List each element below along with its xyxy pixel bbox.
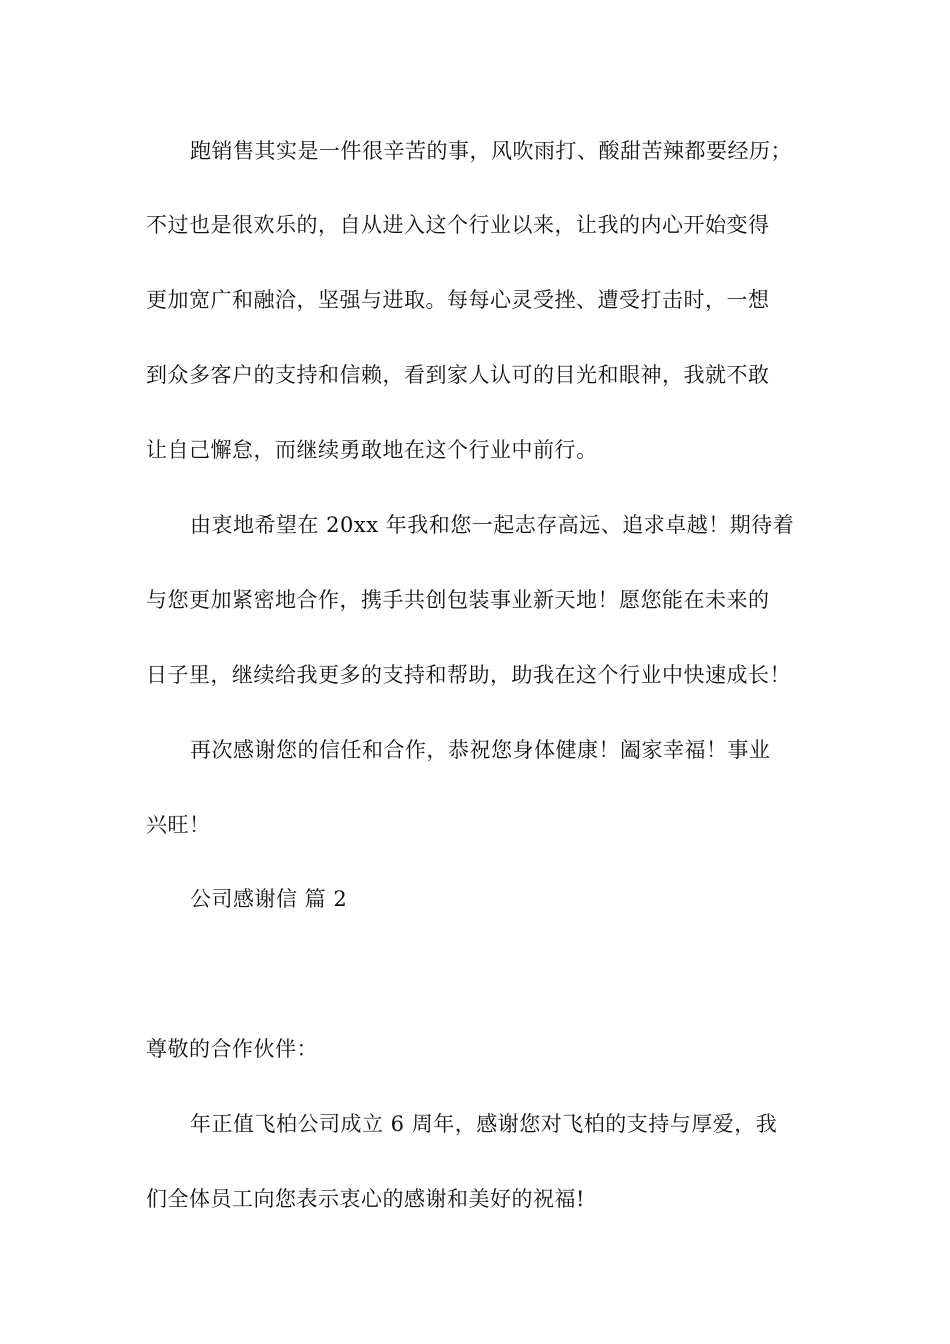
section-heading: 公司感谢信 篇 2 xyxy=(190,887,348,911)
paragraph-line: 再次感谢您的信任和合作，恭祝您身体健康！阖家幸福！事业 xyxy=(190,738,771,762)
paragraph-line: 与您更加紧密地合作，携手共创包装事业新天地！愿您能在未来的 xyxy=(146,588,770,612)
paragraph-line: 跑销售其实是一件很辛苦的事，风吹雨打、酸甜苦辣都要经历； xyxy=(190,139,792,163)
paragraph-line: 们全体员工向您表示衷心的感谢和美好的祝福! xyxy=(146,1187,585,1211)
paragraph-line: 日子里，继续给我更多的支持和帮助，助我在这个行业中快速成长！ xyxy=(146,663,791,687)
paragraph-line: 让自己懈怠，而继续勇敢地在这个行业中前行。 xyxy=(146,438,598,462)
paragraph-line: 不过也是很欢乐的，自从进入这个行业以来，让我的内心开始变得 xyxy=(146,213,770,237)
paragraph-line: 更加宽广和融洽，坚强与进取。每每心灵受挫、遭受打击时，一想 xyxy=(146,288,770,312)
paragraph-line: 年正值飞柏公司成立 6 周年，感谢您对飞柏的支持与厚爱，我 xyxy=(190,1112,778,1136)
paragraph-line: 到众多客户的支持和信赖，看到家人认可的目光和眼神，我就不敢 xyxy=(146,363,770,387)
paragraph-line: 由衷地希望在 20xx 年我和您一起志存高远、追求卓越！期待着 xyxy=(190,513,795,537)
salutation: 尊敬的合作伙伴： xyxy=(146,1037,318,1061)
paragraph-line: 兴旺！ xyxy=(146,813,211,837)
